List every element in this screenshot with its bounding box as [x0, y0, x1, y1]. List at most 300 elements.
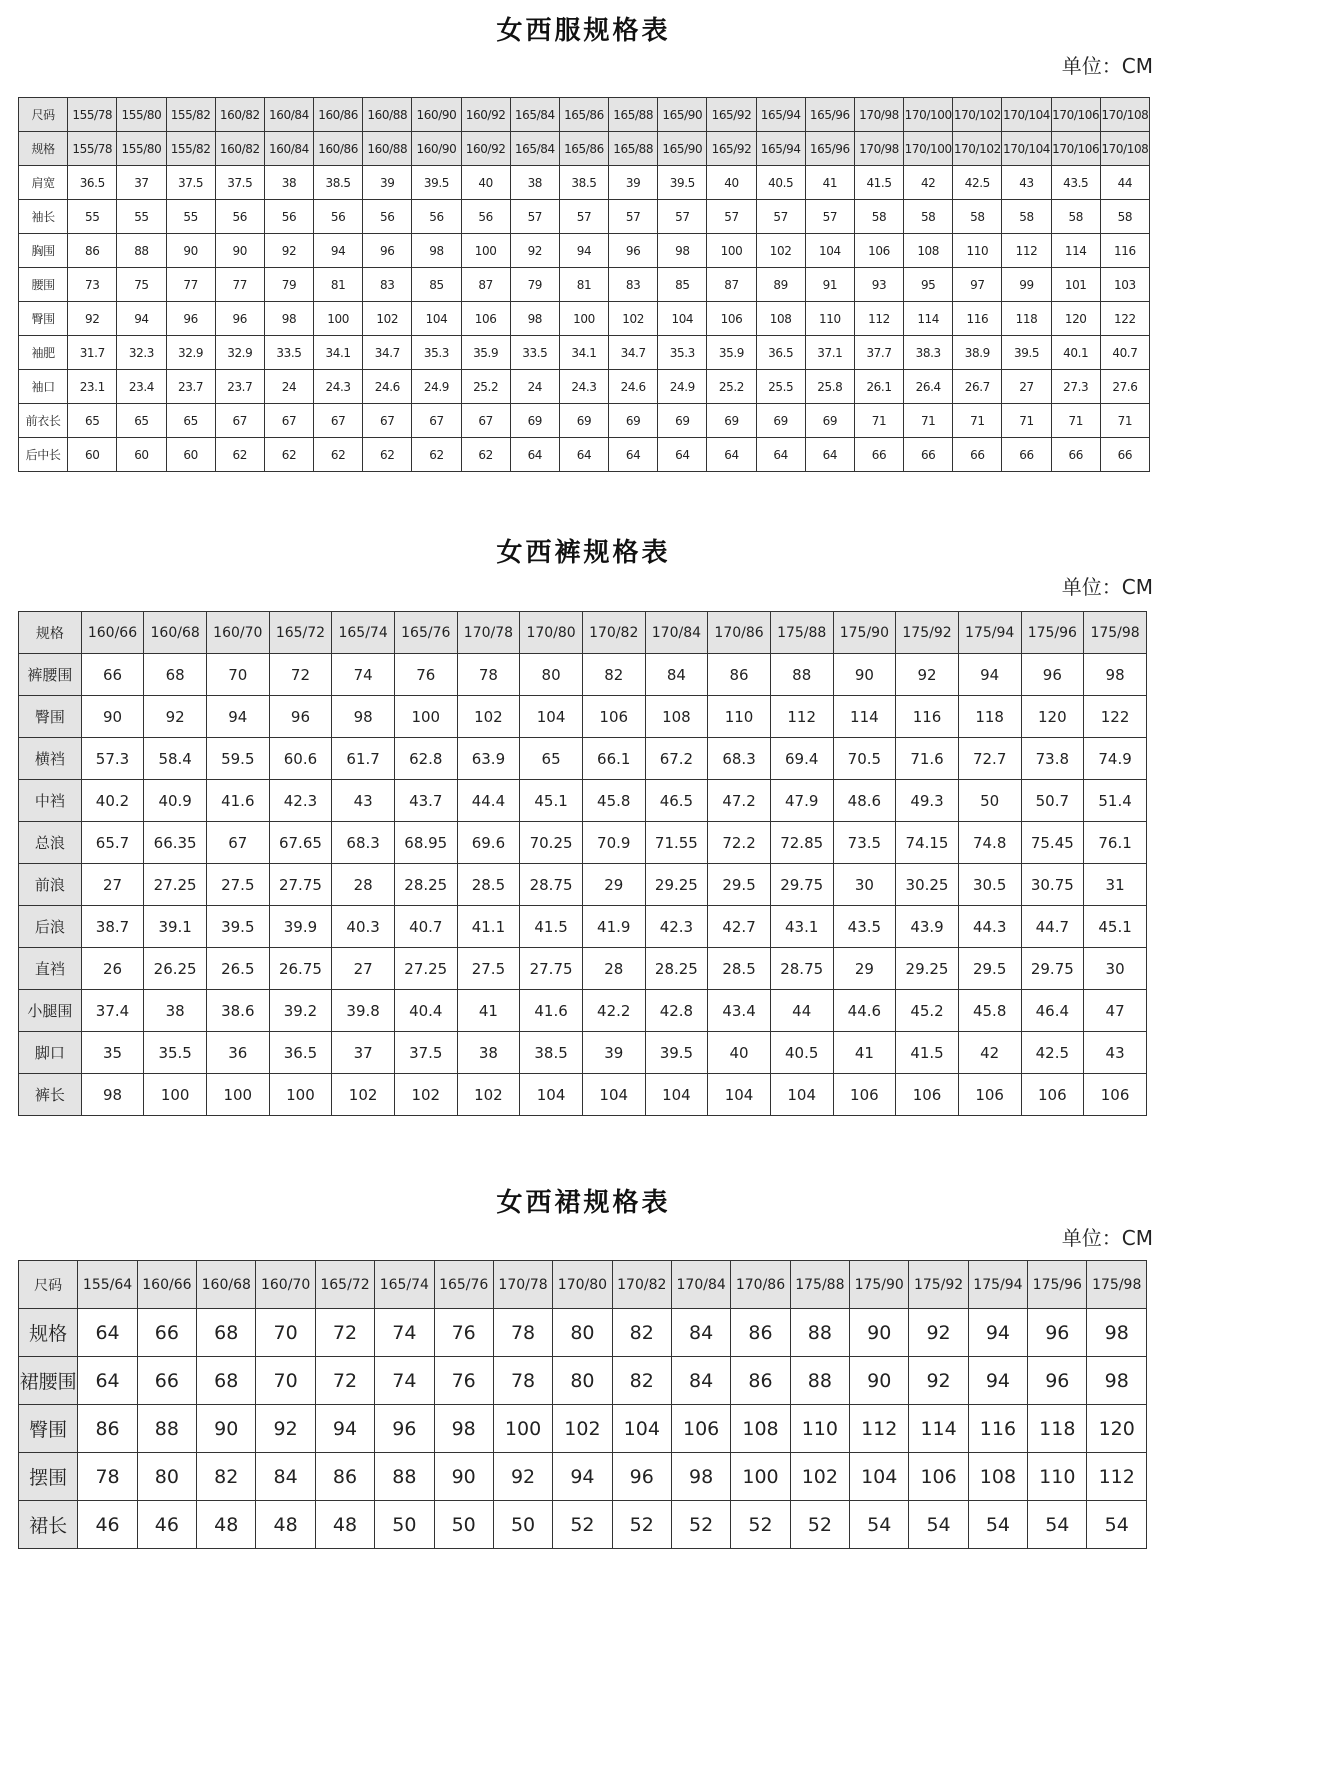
table-cell: 29 [582, 864, 645, 906]
row-label: 裤长 [19, 1074, 82, 1116]
table-cell: 90 [850, 1357, 909, 1405]
table-cell: 62 [314, 438, 363, 472]
table-cell: 39.5 [1002, 336, 1051, 370]
table-cell: 170/106 [1051, 98, 1100, 132]
skirt-table-row [19, 1309, 1147, 1357]
row-label: 摆围 [19, 1453, 78, 1501]
skirt-table-row [19, 1261, 1147, 1309]
table-cell: 62 [363, 438, 412, 472]
table-cell: 64 [510, 438, 559, 472]
table-cell: 40 [707, 166, 756, 200]
table-cell: 64 [707, 438, 756, 472]
table-cell: 165/76 [394, 612, 457, 654]
row-label: 裙腰围 [19, 1357, 78, 1405]
table-cell: 46.5 [645, 780, 708, 822]
table-cell: 170/104 [1002, 132, 1051, 166]
row-label: 直裆 [19, 948, 82, 990]
table-cell: 175/98 [1087, 1261, 1147, 1309]
table-cell: 39.5 [412, 166, 461, 200]
table-cell: 175/90 [833, 612, 896, 654]
table-cell: 100 [206, 1074, 269, 1116]
skirt-table-row [19, 1501, 1147, 1549]
table-cell: 104 [658, 302, 707, 336]
table-cell: 38.5 [314, 166, 363, 200]
table-cell: 160/86 [314, 132, 363, 166]
table-cell: 104 [850, 1453, 909, 1501]
row-label: 袖口 [19, 370, 68, 404]
table-cell: 40.2 [81, 780, 144, 822]
table-cell: 45.8 [958, 990, 1021, 1032]
pants-table-row [19, 1074, 1147, 1116]
row-label: 后浪 [19, 906, 82, 948]
table-cell: 82 [612, 1309, 671, 1357]
suit-table-row [19, 370, 1150, 404]
table-cell: 66 [953, 438, 1002, 472]
table-cell: 68.3 [332, 822, 395, 864]
skirt-unit-label: 单位：CM [1061, 1226, 1153, 1250]
table-cell: 82 [582, 654, 645, 696]
table-cell: 54 [850, 1501, 909, 1549]
table-cell: 37 [117, 166, 166, 200]
table-cell: 74 [375, 1357, 434, 1405]
table-cell: 92 [68, 302, 117, 336]
table-cell: 165/86 [559, 98, 608, 132]
table-cell: 56 [461, 200, 510, 234]
table-cell: 41.5 [520, 906, 583, 948]
table-cell: 96 [269, 696, 332, 738]
table-cell: 59.5 [206, 738, 269, 780]
table-cell: 106 [1084, 1074, 1147, 1116]
table-cell: 170/80 [553, 1261, 612, 1309]
table-cell: 74.9 [1084, 738, 1147, 780]
table-cell: 42.8 [645, 990, 708, 1032]
table-cell: 170/80 [520, 612, 583, 654]
row-label: 裙长 [19, 1501, 78, 1549]
table-cell: 170/102 [953, 132, 1002, 166]
table-cell: 44.6 [833, 990, 896, 1032]
table-cell: 23.1 [68, 370, 117, 404]
table-cell: 160/66 [137, 1261, 196, 1309]
table-cell: 40 [461, 166, 510, 200]
table-cell: 23.7 [215, 370, 264, 404]
table-cell: 39.9 [269, 906, 332, 948]
suit-table-row [19, 438, 1150, 472]
pants-unit-label: 单位：CM [1061, 575, 1153, 599]
table-cell: 84 [645, 654, 708, 696]
table-cell: 170/82 [612, 1261, 671, 1309]
pants-table-row [19, 780, 1147, 822]
table-cell: 165/72 [269, 612, 332, 654]
table-cell: 102 [332, 1074, 395, 1116]
table-cell: 35.3 [412, 336, 461, 370]
table-cell: 170/82 [582, 612, 645, 654]
table-cell: 28.25 [645, 948, 708, 990]
table-cell: 160/92 [461, 98, 510, 132]
table-cell: 69 [805, 404, 854, 438]
table-cell: 65 [166, 404, 215, 438]
table-cell: 116 [968, 1405, 1027, 1453]
table-cell: 71 [1100, 404, 1149, 438]
table-cell: 175/90 [850, 1261, 909, 1309]
table-cell: 52 [671, 1501, 730, 1549]
table-cell: 87 [707, 268, 756, 302]
table-cell: 175/92 [896, 612, 959, 654]
table-cell: 27.25 [144, 864, 207, 906]
table-cell: 41.1 [457, 906, 520, 948]
table-cell: 40.1 [1051, 336, 1100, 370]
table-cell: 160/82 [215, 98, 264, 132]
suit-table-row [19, 200, 1150, 234]
table-cell: 34.7 [609, 336, 658, 370]
table-cell: 108 [731, 1405, 790, 1453]
table-cell: 67 [215, 404, 264, 438]
table-cell: 101 [1051, 268, 1100, 302]
table-cell: 165/94 [756, 132, 805, 166]
table-cell: 165/86 [559, 132, 608, 166]
table-cell: 78 [493, 1357, 552, 1405]
table-cell: 88 [790, 1357, 849, 1405]
table-cell: 175/92 [909, 1261, 968, 1309]
table-cell: 52 [553, 1501, 612, 1549]
table-cell: 98 [412, 234, 461, 268]
table-cell: 73.8 [1021, 738, 1084, 780]
table-cell: 56 [264, 200, 313, 234]
table-cell: 37.5 [394, 1032, 457, 1074]
table-cell: 28 [582, 948, 645, 990]
table-cell: 68.95 [394, 822, 457, 864]
table-cell: 114 [1051, 234, 1100, 268]
table-cell: 25.2 [707, 370, 756, 404]
table-cell: 94 [968, 1357, 1027, 1405]
table-cell: 175/98 [1084, 612, 1147, 654]
row-label: 前浪 [19, 864, 82, 906]
table-cell: 88 [137, 1405, 196, 1453]
table-cell: 48 [197, 1501, 256, 1549]
table-cell: 112 [1002, 234, 1051, 268]
table-cell: 27.25 [394, 948, 457, 990]
row-label: 尺码 [19, 98, 68, 132]
table-cell: 41.6 [206, 780, 269, 822]
table-cell: 37.5 [166, 166, 215, 200]
table-cell: 28.75 [520, 864, 583, 906]
table-cell: 112 [770, 696, 833, 738]
table-cell: 87 [461, 268, 510, 302]
table-cell: 90 [166, 234, 215, 268]
table-cell: 98 [1084, 654, 1147, 696]
table-cell: 70 [256, 1357, 315, 1405]
table-cell: 40.4 [394, 990, 457, 1032]
table-cell: 29.75 [1021, 948, 1084, 990]
table-cell: 170/78 [493, 1261, 552, 1309]
table-cell: 24.9 [412, 370, 461, 404]
table-cell: 62 [264, 438, 313, 472]
pants-table-row [19, 612, 1147, 654]
table-cell: 26.4 [904, 370, 953, 404]
suit-table-title: 女西服规格表 [496, 16, 671, 46]
table-cell: 160/86 [314, 98, 363, 132]
table-cell: 104 [412, 302, 461, 336]
table-cell: 48 [256, 1501, 315, 1549]
table-cell: 27 [332, 948, 395, 990]
skirt-table-row [19, 1405, 1147, 1453]
table-cell: 39.1 [144, 906, 207, 948]
table-cell: 118 [1002, 302, 1051, 336]
table-cell: 155/64 [78, 1261, 137, 1309]
table-cell: 64 [756, 438, 805, 472]
pants-table-row [19, 990, 1147, 1032]
table-cell: 31 [1084, 864, 1147, 906]
table-cell: 24.6 [363, 370, 412, 404]
table-cell: 106 [671, 1405, 730, 1453]
pants-table-row [19, 948, 1147, 990]
row-label: 腰围 [19, 268, 68, 302]
table-cell: 64 [78, 1309, 137, 1357]
pants-table-row [19, 696, 1147, 738]
table-cell: 57 [609, 200, 658, 234]
table-cell: 165/72 [315, 1261, 374, 1309]
table-cell: 58 [1002, 200, 1051, 234]
table-cell: 110 [790, 1405, 849, 1453]
table-cell: 72 [315, 1309, 374, 1357]
table-cell: 165/94 [756, 98, 805, 132]
table-cell: 38.5 [520, 1032, 583, 1074]
table-cell: 104 [520, 696, 583, 738]
table-cell: 34.1 [314, 336, 363, 370]
table-cell: 71 [1051, 404, 1100, 438]
table-cell: 120 [1021, 696, 1084, 738]
table-cell: 100 [707, 234, 756, 268]
table-cell: 155/82 [166, 98, 215, 132]
table-cell: 66 [1051, 438, 1100, 472]
row-label: 中裆 [19, 780, 82, 822]
table-cell: 57 [559, 200, 608, 234]
table-cell: 43.7 [394, 780, 457, 822]
suit-table-row [19, 404, 1150, 438]
table-cell: 24 [264, 370, 313, 404]
table-cell: 112 [850, 1405, 909, 1453]
table-cell: 165/76 [434, 1261, 493, 1309]
table-cell: 160/90 [412, 132, 461, 166]
table-cell: 98 [1087, 1309, 1147, 1357]
table-cell: 98 [658, 234, 707, 268]
suit-size-table [18, 97, 1150, 472]
table-cell: 85 [412, 268, 461, 302]
table-cell: 90 [850, 1309, 909, 1357]
table-cell: 39.5 [658, 166, 707, 200]
table-cell: 79 [264, 268, 313, 302]
table-cell: 160/88 [363, 132, 412, 166]
table-cell: 47 [1084, 990, 1147, 1032]
table-cell: 64 [658, 438, 707, 472]
row-label: 裤腰围 [19, 654, 82, 696]
table-cell: 112 [1087, 1453, 1147, 1501]
suit-table-row [19, 98, 1150, 132]
table-cell: 72.2 [708, 822, 771, 864]
table-cell: 55 [166, 200, 215, 234]
table-cell: 122 [1084, 696, 1147, 738]
table-cell: 85 [658, 268, 707, 302]
table-cell: 54 [968, 1501, 1027, 1549]
table-cell: 75 [117, 268, 166, 302]
table-cell: 165/74 [332, 612, 395, 654]
table-cell: 98 [671, 1453, 730, 1501]
table-cell: 100 [394, 696, 457, 738]
row-label: 尺码 [19, 1261, 78, 1309]
table-cell: 108 [645, 696, 708, 738]
table-cell: 67 [412, 404, 461, 438]
table-cell: 66 [904, 438, 953, 472]
table-cell: 51.4 [1084, 780, 1147, 822]
suit-unit-label: 单位：CM [1061, 54, 1153, 78]
table-cell: 39 [582, 1032, 645, 1074]
row-label: 横裆 [19, 738, 82, 780]
table-cell: 57 [510, 200, 559, 234]
table-cell: 67 [264, 404, 313, 438]
table-cell: 50 [958, 780, 1021, 822]
table-cell: 57 [658, 200, 707, 234]
table-cell: 58 [904, 200, 953, 234]
table-cell: 43.4 [708, 990, 771, 1032]
suit-table-row [19, 336, 1150, 370]
row-label: 袖肥 [19, 336, 68, 370]
table-cell: 43.5 [833, 906, 896, 948]
table-cell: 88 [770, 654, 833, 696]
table-cell: 37.1 [805, 336, 854, 370]
table-cell: 98 [332, 696, 395, 738]
row-label: 脚口 [19, 1032, 82, 1074]
table-cell: 160/68 [197, 1261, 256, 1309]
table-cell: 36.5 [269, 1032, 332, 1074]
table-cell: 118 [1028, 1405, 1087, 1453]
table-cell: 38.3 [904, 336, 953, 370]
table-cell: 170/102 [953, 98, 1002, 132]
table-cell: 92 [144, 696, 207, 738]
table-cell: 42.7 [708, 906, 771, 948]
table-cell: 54 [1028, 1501, 1087, 1549]
table-cell: 155/82 [166, 132, 215, 166]
pants-table-row [19, 906, 1147, 948]
table-cell: 34.1 [559, 336, 608, 370]
table-cell: 66.1 [582, 738, 645, 780]
table-cell: 106 [909, 1453, 968, 1501]
table-cell: 41 [805, 166, 854, 200]
table-cell: 64 [609, 438, 658, 472]
table-cell: 29.25 [896, 948, 959, 990]
table-cell: 165/92 [707, 98, 756, 132]
pants-size-table [18, 611, 1147, 1116]
table-cell: 95 [904, 268, 953, 302]
table-cell: 94 [206, 696, 269, 738]
suit-table-row [19, 166, 1150, 200]
skirt-table-row [19, 1453, 1147, 1501]
table-cell: 42.5 [953, 166, 1002, 200]
table-cell: 44.3 [958, 906, 1021, 948]
table-cell: 35.3 [658, 336, 707, 370]
table-cell: 62 [412, 438, 461, 472]
table-cell: 36.5 [756, 336, 805, 370]
table-cell: 96 [215, 302, 264, 336]
table-cell: 67.2 [645, 738, 708, 780]
table-cell: 78 [78, 1453, 137, 1501]
table-cell: 170/78 [457, 612, 520, 654]
table-cell: 155/78 [68, 98, 117, 132]
table-cell: 71.55 [645, 822, 708, 864]
row-label: 臀围 [19, 1405, 78, 1453]
table-cell: 41 [833, 1032, 896, 1074]
table-cell: 77 [166, 268, 215, 302]
row-label: 臀围 [19, 302, 68, 336]
table-cell: 39.8 [332, 990, 395, 1032]
table-cell: 80 [553, 1309, 612, 1357]
table-cell: 77 [215, 268, 264, 302]
table-cell: 100 [269, 1074, 332, 1116]
pants-table-title: 女西裤规格表 [496, 538, 671, 568]
table-cell: 98 [434, 1405, 493, 1453]
table-cell: 65 [68, 404, 117, 438]
table-cell: 48.6 [833, 780, 896, 822]
table-cell: 170/84 [645, 612, 708, 654]
table-cell: 58 [854, 200, 903, 234]
table-cell: 91 [805, 268, 854, 302]
table-cell: 48 [315, 1501, 374, 1549]
table-cell: 104 [612, 1405, 671, 1453]
table-cell: 78 [493, 1309, 552, 1357]
table-cell: 33.5 [510, 336, 559, 370]
table-cell: 175/88 [770, 612, 833, 654]
table-cell: 120 [1051, 302, 1100, 336]
table-cell: 72.85 [770, 822, 833, 864]
pants-table-row [19, 738, 1147, 780]
table-cell: 96 [1028, 1309, 1087, 1357]
skirt-table-row [19, 1357, 1147, 1405]
table-cell: 69 [756, 404, 805, 438]
table-cell: 81 [314, 268, 363, 302]
skirt-table-title: 女西裙规格表 [496, 1188, 671, 1218]
table-cell: 104 [805, 234, 854, 268]
table-cell: 62 [215, 438, 264, 472]
table-cell: 37 [332, 1032, 395, 1074]
table-cell: 72 [315, 1357, 374, 1405]
table-cell: 88 [790, 1309, 849, 1357]
table-cell: 170/84 [671, 1261, 730, 1309]
table-cell: 106 [958, 1074, 1021, 1116]
table-cell: 38.9 [953, 336, 1002, 370]
table-cell: 110 [708, 696, 771, 738]
table-cell: 170/106 [1051, 132, 1100, 166]
table-cell: 56 [363, 200, 412, 234]
table-cell: 84 [671, 1357, 730, 1405]
table-cell: 66 [1002, 438, 1051, 472]
table-cell: 74.8 [958, 822, 1021, 864]
table-cell: 39.2 [269, 990, 332, 1032]
skirt-size-table [18, 1260, 1147, 1549]
table-cell: 44 [1100, 166, 1149, 200]
table-cell: 26.75 [269, 948, 332, 990]
table-cell: 68 [197, 1357, 256, 1405]
suit-table-row [19, 234, 1150, 268]
table-cell: 116 [953, 302, 1002, 336]
table-cell: 102 [457, 696, 520, 738]
table-cell: 41.5 [854, 166, 903, 200]
table-cell: 67 [206, 822, 269, 864]
table-cell: 64 [559, 438, 608, 472]
table-cell: 43 [1002, 166, 1051, 200]
table-cell: 27 [81, 864, 144, 906]
table-cell: 40.5 [756, 166, 805, 200]
table-cell: 170/98 [854, 98, 903, 132]
row-label: 臀围 [19, 696, 82, 738]
table-cell: 24.6 [609, 370, 658, 404]
